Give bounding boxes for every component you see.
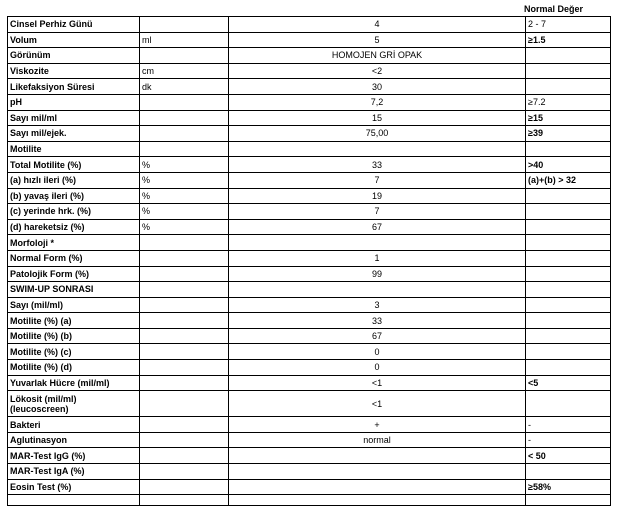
row-unit — [140, 297, 229, 313]
table-row — [8, 48, 611, 64]
row-unit — [140, 235, 229, 251]
row-normal-value — [526, 313, 611, 329]
table-row — [8, 126, 611, 142]
row-unit — [140, 141, 229, 157]
row-value: <1 — [229, 375, 526, 391]
row-normal-value — [526, 250, 611, 266]
row-value — [229, 235, 526, 251]
row-value — [229, 282, 526, 298]
row-label: Patolojik Form (%) — [8, 266, 140, 282]
row-label: Morfoloji * — [8, 235, 140, 251]
row-label: Volum — [8, 32, 140, 48]
table-row — [8, 235, 611, 251]
row-unit — [140, 126, 229, 142]
row-unit: % — [140, 172, 229, 188]
row-label: (d) hareketsiz (%) — [8, 219, 140, 235]
row-value — [229, 448, 526, 464]
row-label: MAR-Test IgG (%) — [8, 448, 140, 464]
row-value: 3 — [229, 297, 526, 313]
table-row — [8, 417, 611, 433]
row-value: normal — [229, 432, 526, 448]
row-unit — [140, 48, 229, 64]
semen-analysis-table — [7, 16, 611, 506]
row-normal-value — [526, 141, 611, 157]
row-value: 4 — [229, 17, 526, 33]
table-row — [8, 250, 611, 266]
table-row — [8, 313, 611, 329]
row-value: HOMOJEN GRİ OPAK — [229, 48, 526, 64]
row-label: Cinsel Perhiz Günü — [8, 17, 140, 33]
table-row-cutoff — [8, 495, 611, 506]
row-normal-value: < 50 — [526, 448, 611, 464]
row-value: 7 — [229, 204, 526, 220]
row-normal-value: - — [526, 417, 611, 433]
row-normal-value — [526, 79, 611, 95]
row-value — [229, 479, 526, 495]
row-value — [229, 141, 526, 157]
row-unit — [140, 250, 229, 266]
row-unit — [140, 391, 229, 417]
row-normal-value — [526, 344, 611, 360]
row-normal-value: ≥1.5 — [526, 32, 611, 48]
table-row — [8, 375, 611, 391]
row-unit — [140, 360, 229, 376]
row-label: Sayı (mil/ml) — [8, 297, 140, 313]
row-unit: % — [140, 157, 229, 173]
row-label: Eosin Test (%) — [8, 479, 140, 495]
row-normal-value: ≥15 — [526, 110, 611, 126]
table-row — [8, 17, 611, 33]
row-normal-value — [526, 235, 611, 251]
row-label: Viskozite — [8, 63, 140, 79]
row-label: (a) hızlı ileri (%) — [8, 172, 140, 188]
row-value: 5 — [229, 32, 526, 48]
table-row — [8, 266, 611, 282]
row-normal-value — [526, 219, 611, 235]
row-unit: dk — [140, 79, 229, 95]
row-unit — [140, 94, 229, 110]
row-unit — [140, 464, 229, 480]
table-row — [8, 219, 611, 235]
row-value: 0 — [229, 360, 526, 376]
table-row — [8, 188, 611, 204]
row-unit — [140, 417, 229, 433]
table-row — [8, 32, 611, 48]
table-row — [8, 297, 611, 313]
row-value: 33 — [229, 157, 526, 173]
row-label: Motilite (%) (c) — [8, 344, 140, 360]
row-normal-value — [526, 188, 611, 204]
table-row — [8, 141, 611, 157]
row-label: Bakteri — [8, 417, 140, 433]
row-normal-value — [526, 204, 611, 220]
row-label: Sayı mil/ml — [8, 110, 140, 126]
row-value: 7 — [229, 172, 526, 188]
table-row — [8, 344, 611, 360]
empty-cell — [8, 495, 140, 506]
row-unit — [140, 448, 229, 464]
row-label: Lökosit (mil/ml) (leucoscreen) — [8, 391, 140, 417]
row-unit — [140, 313, 229, 329]
table-row — [8, 360, 611, 376]
row-label: Motilite — [8, 141, 140, 157]
row-unit: % — [140, 204, 229, 220]
table-row — [8, 391, 611, 417]
row-label: MAR-Test IgA (%) — [8, 464, 140, 480]
row-unit: cm — [140, 63, 229, 79]
table-row — [8, 432, 611, 448]
empty-cell — [526, 495, 611, 506]
row-label: Likefaksiyon Süresi — [8, 79, 140, 95]
row-normal-value — [526, 266, 611, 282]
row-label: Motilite (%) (a) — [8, 313, 140, 329]
row-unit — [140, 479, 229, 495]
row-unit — [140, 282, 229, 298]
row-normal-value — [526, 297, 611, 313]
row-normal-value — [526, 63, 611, 79]
empty-cell — [140, 495, 229, 506]
table-row — [8, 172, 611, 188]
row-unit — [140, 432, 229, 448]
table-row — [8, 63, 611, 79]
table-row — [8, 79, 611, 95]
row-normal-value: - — [526, 432, 611, 448]
row-value: + — [229, 417, 526, 433]
row-label: Normal Form (%) — [8, 250, 140, 266]
table-row — [8, 94, 611, 110]
table-row — [8, 204, 611, 220]
row-label: Görünüm — [8, 48, 140, 64]
row-value: 33 — [229, 313, 526, 329]
row-normal-value — [526, 282, 611, 298]
row-label: Yuvarlak Hücre (mil/ml) — [8, 375, 140, 391]
row-value: 19 — [229, 188, 526, 204]
row-value: 15 — [229, 110, 526, 126]
row-normal-value — [526, 328, 611, 344]
row-normal-value: ≥39 — [526, 126, 611, 142]
table-row — [8, 448, 611, 464]
table-row — [8, 328, 611, 344]
row-value: 67 — [229, 328, 526, 344]
row-unit — [140, 266, 229, 282]
row-label: Total Motilite (%) — [8, 157, 140, 173]
row-label: pH — [8, 94, 140, 110]
row-unit — [140, 17, 229, 33]
row-unit: % — [140, 188, 229, 204]
row-value: 67 — [229, 219, 526, 235]
table-row — [8, 282, 611, 298]
row-unit: % — [140, 219, 229, 235]
row-value: 1 — [229, 250, 526, 266]
row-value — [229, 464, 526, 480]
table-row — [8, 464, 611, 480]
normal-value-header: Normal Değer — [524, 4, 584, 14]
row-normal-value: (a)+(b) > 32 — [526, 172, 611, 188]
row-label: Sayı mil/ejek. — [8, 126, 140, 142]
row-value: 0 — [229, 344, 526, 360]
row-normal-value — [526, 360, 611, 376]
row-normal-value — [526, 464, 611, 480]
row-unit — [140, 328, 229, 344]
row-label: Motilite (%) (d) — [8, 360, 140, 376]
empty-cell — [229, 495, 526, 506]
row-label: SWIM-UP SONRASI — [8, 282, 140, 298]
row-value: 75,00 — [229, 126, 526, 142]
row-normal-value — [526, 48, 611, 64]
row-unit: ml — [140, 32, 229, 48]
row-label: (c) yerinde hrk. (%) — [8, 204, 140, 220]
row-value: <1 — [229, 391, 526, 417]
row-value: 30 — [229, 79, 526, 95]
row-value: <2 — [229, 63, 526, 79]
table-row — [8, 157, 611, 173]
row-normal-value: ≥7.2 — [526, 94, 611, 110]
row-normal-value: ≥58% — [526, 479, 611, 495]
row-label: (b) yavaş ileri (%) — [8, 188, 140, 204]
row-unit — [140, 375, 229, 391]
row-unit — [140, 110, 229, 126]
row-unit — [140, 344, 229, 360]
table-row — [8, 110, 611, 126]
row-normal-value: <5 — [526, 375, 611, 391]
row-value: 7,2 — [229, 94, 526, 110]
row-value: 99 — [229, 266, 526, 282]
row-label: Aglutinasyon — [8, 432, 140, 448]
row-normal-value — [526, 391, 611, 417]
table-row — [8, 479, 611, 495]
row-label: Motilite (%) (b) — [8, 328, 140, 344]
row-normal-value: 2 - 7 — [526, 17, 611, 33]
row-normal-value: >40 — [526, 157, 611, 173]
